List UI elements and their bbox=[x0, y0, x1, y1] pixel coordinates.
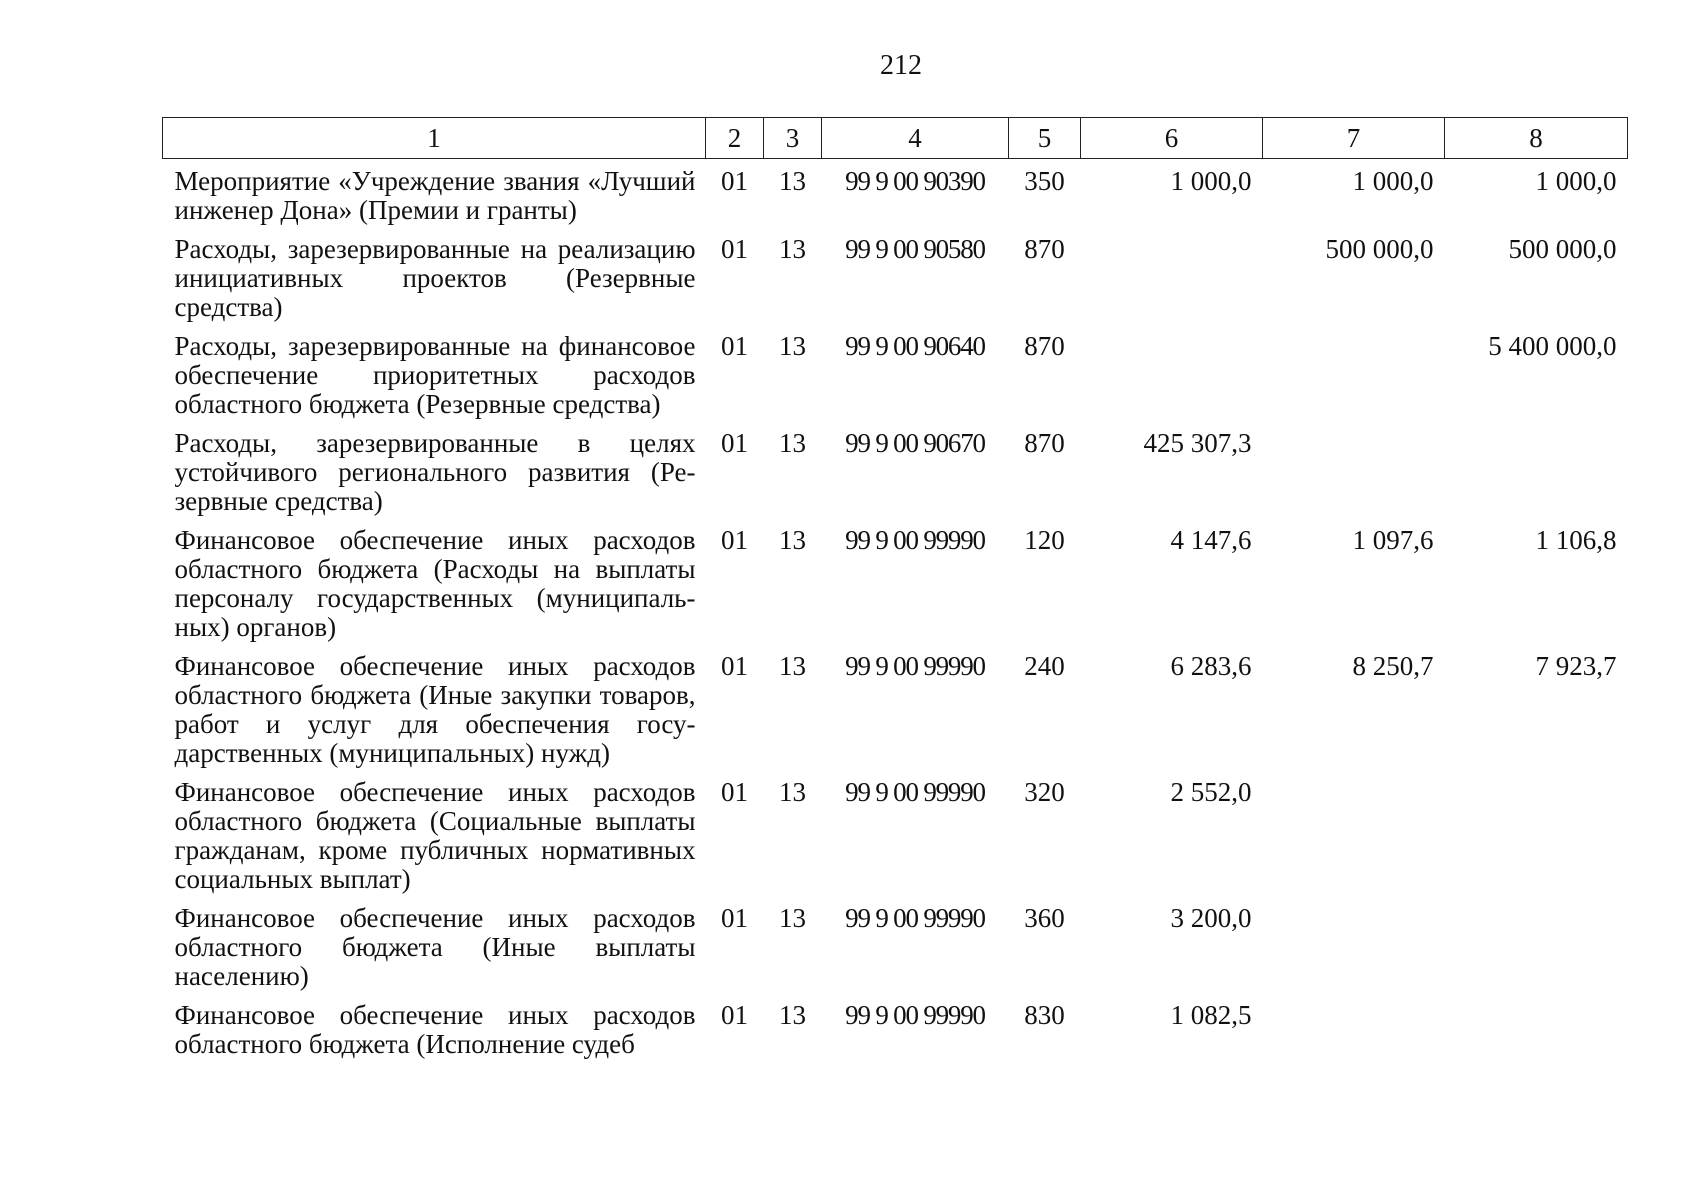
row-subsection-code: 13 bbox=[779, 331, 806, 361]
row-target-code: 99 9 00 99990 bbox=[845, 525, 985, 555]
row-amount-col7: 8 250,7 bbox=[1352, 651, 1434, 681]
row-description: Расходы, зарезервированные на реализацию инициативных проектов (Резервные средства) bbox=[174, 234, 696, 322]
row-subsection-code: 13 bbox=[779, 428, 806, 458]
row-amount-col8: 1 000,0 bbox=[1535, 166, 1617, 196]
row-amount-col8: 500 000,0 bbox=[1508, 234, 1617, 264]
row-description: Финансовое обеспечение иных расходов областного бюджета (Расходы на выплаты персоналу государственных (муниципальных) органов) bbox=[174, 525, 696, 642]
header-col-2: 2 bbox=[706, 118, 764, 159]
table-row bbox=[163, 332, 1628, 429]
row-description: Мероприятие «Учреждение звания «Лучший инженер Дона» (Премии и гранты) bbox=[174, 166, 696, 225]
row-description: Финансовое обеспечение иных расходов областного бюджета (Исполнение судеб bbox=[174, 1000, 696, 1059]
row-subsection-code: 13 bbox=[779, 1000, 806, 1030]
row-amount-col8 bbox=[1445, 778, 1628, 904]
row-amount-col7 bbox=[1263, 429, 1445, 526]
row-amount-col7 bbox=[1263, 1001, 1445, 1069]
table-row bbox=[163, 526, 1628, 652]
row-amount-col8 bbox=[1445, 904, 1628, 1001]
row-subsection-code: 13 bbox=[779, 651, 806, 681]
row-subsection-code: 13 bbox=[779, 234, 806, 264]
row-subsection-code: 13 bbox=[779, 903, 806, 933]
row-target-code: 99 9 00 90670 bbox=[845, 428, 985, 458]
row-amount-col8: 7 923,7 bbox=[1535, 651, 1617, 681]
table-row bbox=[163, 652, 1628, 778]
header-col-8: 8 bbox=[1445, 118, 1628, 159]
table-row bbox=[163, 904, 1628, 1001]
row-amount-col7 bbox=[1263, 904, 1445, 1001]
table-row bbox=[163, 429, 1628, 526]
table-header bbox=[163, 118, 1628, 159]
page-number: 212 bbox=[880, 50, 922, 81]
row-expense-type: 870 bbox=[1024, 234, 1065, 264]
row-amount-col6: 2 552,0 bbox=[1170, 777, 1252, 807]
row-target-code: 99 9 00 99990 bbox=[845, 777, 985, 807]
row-amount-col6: 425 307,3 bbox=[1143, 428, 1252, 458]
row-target-code: 99 9 00 99990 bbox=[845, 651, 985, 681]
row-amount-col6 bbox=[1081, 332, 1263, 429]
row-expense-type: 870 bbox=[1024, 331, 1065, 361]
row-description: Финансовое обеспечение иных расходов областного бюджета (Социальные выплаты гражданам, кроме публичных нормативных социальных выплат) bbox=[174, 777, 696, 894]
row-section-code: 01 bbox=[721, 166, 748, 196]
row-amount-col7 bbox=[1263, 778, 1445, 904]
row-expense-type: 350 bbox=[1024, 166, 1065, 196]
row-section-code: 01 bbox=[721, 331, 748, 361]
table-row bbox=[163, 778, 1628, 904]
row-amount-col8 bbox=[1445, 429, 1628, 526]
row-target-code: 99 9 00 99990 bbox=[845, 1000, 985, 1030]
budget-table bbox=[162, 117, 1628, 1069]
row-expense-type: 120 bbox=[1024, 525, 1065, 555]
row-description: Финансовое обеспечение иных расходов областного бюджета (Иные закупки товаров, работ и услуг для обеспечения государственных (муниципальных) нужд) bbox=[174, 651, 696, 768]
table-row bbox=[163, 235, 1628, 332]
table-body bbox=[163, 159, 1628, 1070]
row-amount-col8 bbox=[1445, 1001, 1628, 1069]
row-subsection-code: 13 bbox=[779, 166, 806, 196]
row-amount-col7: 500 000,0 bbox=[1325, 234, 1434, 264]
row-amount-col7: 1 000,0 bbox=[1352, 166, 1434, 196]
row-expense-type: 320 bbox=[1024, 777, 1065, 807]
row-expense-type: 360 bbox=[1024, 903, 1065, 933]
row-subsection-code: 13 bbox=[779, 777, 806, 807]
row-section-code: 01 bbox=[721, 777, 748, 807]
row-description: Расходы, зарезервированные в целях устойчивого регионального развития (Резервные средства) bbox=[174, 428, 696, 516]
row-subsection-code: 13 bbox=[779, 525, 806, 555]
header-col-3: 3 bbox=[764, 118, 822, 159]
row-section-code: 01 bbox=[721, 428, 748, 458]
header-col-6: 6 bbox=[1081, 118, 1263, 159]
row-amount-col7 bbox=[1263, 332, 1445, 429]
header-col-4: 4 bbox=[822, 118, 1009, 159]
header-col-7: 7 bbox=[1263, 118, 1445, 159]
row-expense-type: 240 bbox=[1024, 651, 1065, 681]
row-amount-col6: 4 147,6 bbox=[1170, 525, 1252, 555]
row-amount-col6: 1 082,5 bbox=[1170, 1000, 1252, 1030]
row-section-code: 01 bbox=[721, 525, 748, 555]
table-row bbox=[163, 159, 1628, 236]
row-description: Финансовое обеспечение иных расходов областного бюджета (Иные выплаты населению) bbox=[174, 903, 696, 991]
row-amount-col8: 1 106,8 bbox=[1535, 525, 1617, 555]
row-expense-type: 830 bbox=[1024, 1000, 1065, 1030]
table-row bbox=[163, 1001, 1628, 1069]
row-amount-col8: 5 400 000,0 bbox=[1488, 331, 1617, 361]
row-section-code: 01 bbox=[721, 234, 748, 264]
row-amount-col7: 1 097,6 bbox=[1352, 525, 1434, 555]
row-description: Расходы, зарезервированные на финансовое обеспечение приоритетных расходов областного бюджета (Резервные средства) bbox=[174, 331, 696, 419]
header-col-1: 1 bbox=[163, 118, 706, 159]
row-expense-type: 870 bbox=[1024, 428, 1065, 458]
row-section-code: 01 bbox=[721, 1000, 748, 1030]
row-target-code: 99 9 00 90390 bbox=[845, 166, 985, 196]
row-amount-col6: 3 200,0 bbox=[1170, 903, 1252, 933]
row-amount-col6 bbox=[1081, 235, 1263, 332]
row-section-code: 01 bbox=[721, 651, 748, 681]
header-col-5: 5 bbox=[1009, 118, 1081, 159]
row-amount-col6: 1 000,0 bbox=[1170, 166, 1252, 196]
row-section-code: 01 bbox=[721, 903, 748, 933]
header-row bbox=[163, 118, 1628, 159]
row-amount-col6: 6 283,6 bbox=[1170, 651, 1252, 681]
row-target-code: 99 9 00 99990 bbox=[845, 903, 985, 933]
row-target-code: 99 9 00 90640 bbox=[845, 331, 985, 361]
row-target-code: 99 9 00 90580 bbox=[845, 234, 985, 264]
